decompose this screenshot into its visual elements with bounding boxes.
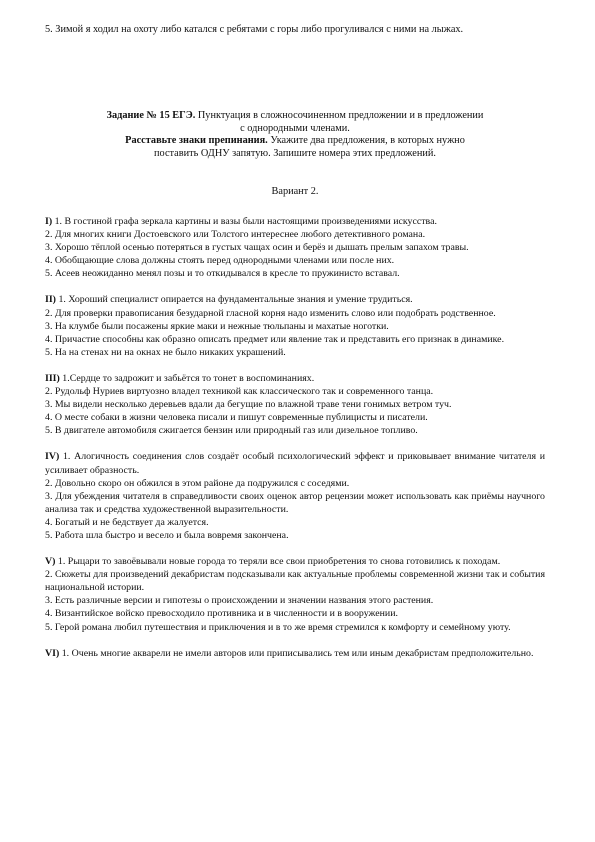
sentence-text: 1. Рыцари то завоёвывали новые города то теряли все свои приобретения то снова готовились к походам. [57,556,501,568]
sentence-text: 3. Хорошо тёплой осенью потеряться в густых чащах осин и берёз и дышать прелым запахом травы. [45,242,469,254]
task-header [45,110,545,160]
sentence-text: 1. Алогичность соединения слов создаёт особый психологический эффект и приковывает внимание читателя и усиливает образность. [45,451,546,476]
sentence-text: 3. На клумбе были посажены яркие маки и нежные тюльпаны и махатые ноготки. [45,320,389,332]
sentence-text: 3. Мы видели несколько деревьев вдали да бегущие по влажной траве тени гонимых ветром туч. [45,399,452,411]
sentence-item [45,254,545,267]
sentence-item [45,647,545,660]
sentence-text: 4. Византийское войско превосходило противника и в численности и в вооружении. [45,608,398,620]
sentence-item [45,228,545,241]
sentence-item [45,607,545,620]
sentence-text: 5. Асеев неожиданно менял позы и то откидывался в кресле то пружинисто вставал. [45,268,400,280]
sentence-item [45,320,545,333]
section-number: IV) [45,451,60,463]
exercise-sections [45,215,545,673]
sentence-text: 2. Сюжеты для произведений декабристам подсказывали как актуальные проблемы современной жизни так и события национальной истории. [45,569,545,594]
sentence-text: 5. В двигателе автомобиля сжигается бензин или природный газ или дизельное топливо. [45,425,418,437]
task-title-line-1 [45,110,545,123]
sentence-text: 5. Герой романа любил путешествия и приключения и в то же время стремился к комфорту и семейному уюту. [45,621,511,633]
instruction-text: Укажите два предложения, в которых нужно [270,135,465,146]
sentence-item [45,241,545,254]
sentence-text: 2. Для проверки правописания безударной гласной корня надо изменить слово или подобрать родственное. [45,307,496,319]
variant-heading: Вариант 2. [271,186,319,197]
section-number: VI) [45,647,60,659]
sentence-item [45,307,545,320]
sentence-item [45,267,545,280]
sentence-item [45,621,545,634]
sentence-item [45,516,545,529]
sentence-item [45,398,545,411]
sentence-item [45,529,545,542]
task-title-bold: Задание № 15 ЕГЭ. [106,110,196,121]
sentence-text: 5. На на стенах ни на окнах не было никаких украшений. [45,346,286,358]
sentence-text: 2. Рудольф Нуриев виртуозно владел техникой как классического так и современного танца. [45,386,434,398]
instruction-line-1 [45,135,545,148]
sentence-text: 5. Работа шла быстро и весело и была вовремя закончена. [45,529,289,541]
sentence-item [45,490,545,516]
sentence-item [45,424,545,437]
instruction-line-2: поставить ОДНУ запятую. Запишите номера этих предложений. [154,147,436,159]
exercise-section [45,647,545,660]
sentence-text: 4. Обобщающие слова должны стоять перед однородными членами или после них. [45,255,395,267]
sentence-item [45,568,545,594]
sentence-text: 1.Сердце то задрожит и забьётся то тонет в воспоминаниях. [62,372,315,384]
exercise-section [45,450,545,542]
sentence-item [45,477,545,490]
sentence-item [45,385,545,398]
sentence-text: 4. Богатый и не бедствует да жалуется. [45,516,209,528]
sentence-text: 4. О месте собаки в жизни человека писали и пишут современные публицисты и писатели. [45,412,428,424]
section-number: III) [45,372,60,384]
sentence-text: 3. Для убеждения читателя в справедливости своих оценок автор рецензии может использовать как приёмы научного анализа так и средства художественной выразительности. [45,490,545,515]
sentence-item [45,293,545,306]
sentence-text: 1. Хороший специалист опирается на фундаментальные знания и умение трудиться. [58,294,413,306]
exercise-section [45,372,545,437]
section-number: I) [45,216,53,227]
sentence-text: 1. Очень многие акварели не имели авторов или приписывались тем или иным декабристам предположительно. [61,647,534,659]
sentence-text: 1. В гостиной графа зеркала картины и вазы были настоящими произведениями искусства. [54,216,437,227]
section-number: V) [45,556,56,568]
exercise-section [45,293,545,358]
task-title-line-2: с однородными членами. [240,122,350,134]
sentence-item [45,450,545,476]
sentence-text: 3. Есть различные версии и гипотезы о происхождении и значении названия этого растения. [45,595,434,607]
previous-item-line: 5. Зимой я ходил на охоту либо катался с ребятами с горы либо прогуливался с ними на лыжах. [45,24,464,35]
exercise-section [45,215,545,280]
sentence-text: 4. Причастие способны как образно описать предмет или явление так и представить его признак в динамике. [45,333,505,345]
sentence-text: 2. Довольно скоро он обжился в этом районе да подружился с соседями. [45,477,350,489]
sentence-item [45,333,545,346]
sentence-item [45,411,545,424]
task-title-text: Пунктуация в сложносочиненном предложении и в предложении [197,110,484,121]
sentence-item [45,594,545,607]
sentence-item [45,215,545,228]
instruction-bold: Расставьте знаки препинания. [125,135,268,146]
section-number: II) [45,294,56,306]
sentence-item [45,346,545,359]
sentence-text: 2. Для многих книги Достоевского или Толстого интереснее любого детективного романа. [45,229,426,241]
sentence-item [45,372,545,385]
sentence-item [45,555,545,568]
exercise-section [45,555,545,634]
